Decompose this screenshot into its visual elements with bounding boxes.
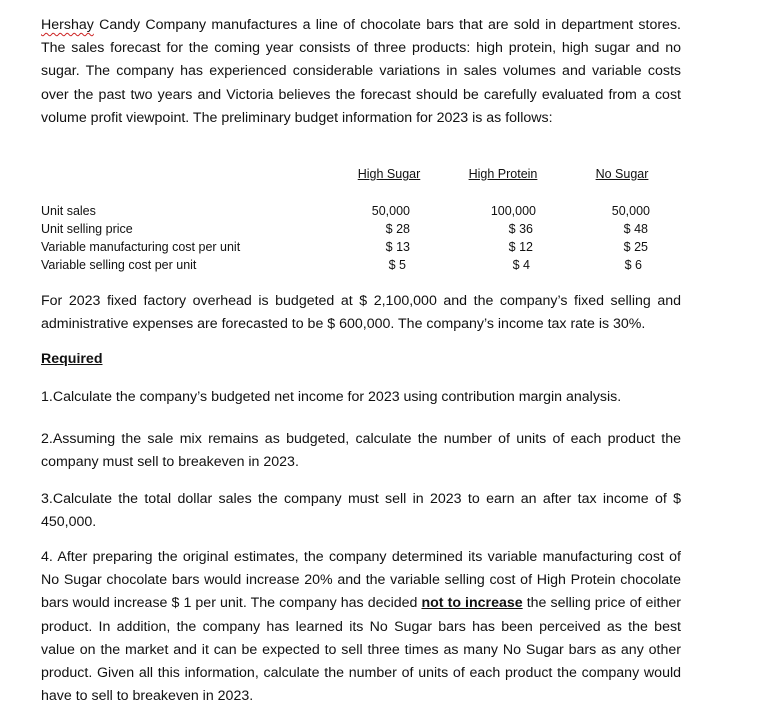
- question-4-text-start: 4. After preparing the original estimates, the company determined its variable manufacturing cost of No Sugar chocolate bars would increase 20% and the variable selling cost of High Protein chocolate bars would increase $ 1 per unit. The company has decided: [41, 549, 681, 612]
- question-1: 1.Calculate the company’s budgeted net income for 2023 using contribution margin analysis.: [41, 389, 622, 405]
- cell-high-protein-selling-price: $ 36: [508, 222, 533, 236]
- cell-no-sugar-unit-sales: 50,000: [611, 204, 650, 218]
- fixed-costs-paragraph: For 2023 fixed factory overhead is budgeted at $ 2,100,000 and the company’s fixed selling and administrative expenses are forecasted to be $ 600,000. The company’s income tax rate is 30%.: [41, 293, 681, 332]
- question-4-emphasis: not to increase: [421, 595, 523, 612]
- column-header-high-sugar: High Sugar: [357, 167, 421, 181]
- cell-high-protein-unit-sales: 100,000: [490, 204, 536, 218]
- cell-no-sugar-mfg-cost: $ 25: [623, 240, 648, 254]
- cell-high-sugar-selling-cost: $ 5: [388, 258, 406, 272]
- cell-high-sugar-unit-sales: 50,000: [371, 204, 410, 218]
- question-4-text-end: the selling price of either product. In addition, the company has learned its No Sugar bars has been perceived as the best value on the market and it can be expected to sell three times as many No Sugar bars as any other product. Given all this information, calculate the number of units of each product the company would have to sell to breakeven in 2023.: [41, 595, 681, 705]
- required-heading: Required: [41, 351, 103, 367]
- question-3: 3.Calculate the total dollar sales the company must sell in 2023 to earn an after tax income of $ 450,000.: [41, 491, 681, 530]
- column-header-high-protein: High Protein: [468, 167, 538, 181]
- cell-high-protein-mfg-cost: $ 12: [508, 240, 533, 254]
- column-header-no-sugar: No Sugar: [595, 167, 649, 181]
- row-label-variable-selling-cost: Variable selling cost per unit: [41, 258, 197, 272]
- row-label-unit-selling-price: Unit selling price: [41, 222, 133, 236]
- cell-high-sugar-selling-price: $ 28: [385, 222, 410, 236]
- row-label-unit-sales: Unit sales: [41, 204, 96, 218]
- intro-text: Candy Company manufactures a line of chocolate bars that are sold in department stores. The sales forecast for the coming year consists of three products: high protein, high sugar and no sugar. The company has experienced considerable variations in sales volumes and variable costs over the past two years and Victoria believes the forecast should be carefully evaluated from a cost volume profit viewpoint. The preliminary budget information for 2023 is as follows:: [41, 17, 681, 126]
- cell-no-sugar-selling-price: $ 48: [623, 222, 648, 236]
- cell-high-sugar-mfg-cost: $ 13: [385, 240, 410, 254]
- question-2: 2.Assuming the sale mix remains as budgeted, calculate the number of units of each product the company must sell to breakeven in 2023.: [41, 431, 681, 470]
- row-label-variable-manufacturing-cost: Variable manufacturing cost per unit: [41, 240, 241, 254]
- intro-paragraph: [41, 14, 681, 130]
- question-4: [41, 546, 681, 708]
- company-name-misspelled: Hershay: [41, 17, 94, 33]
- cell-high-protein-selling-cost: $ 4: [512, 258, 530, 272]
- cell-no-sugar-selling-cost: $ 6: [624, 258, 642, 272]
